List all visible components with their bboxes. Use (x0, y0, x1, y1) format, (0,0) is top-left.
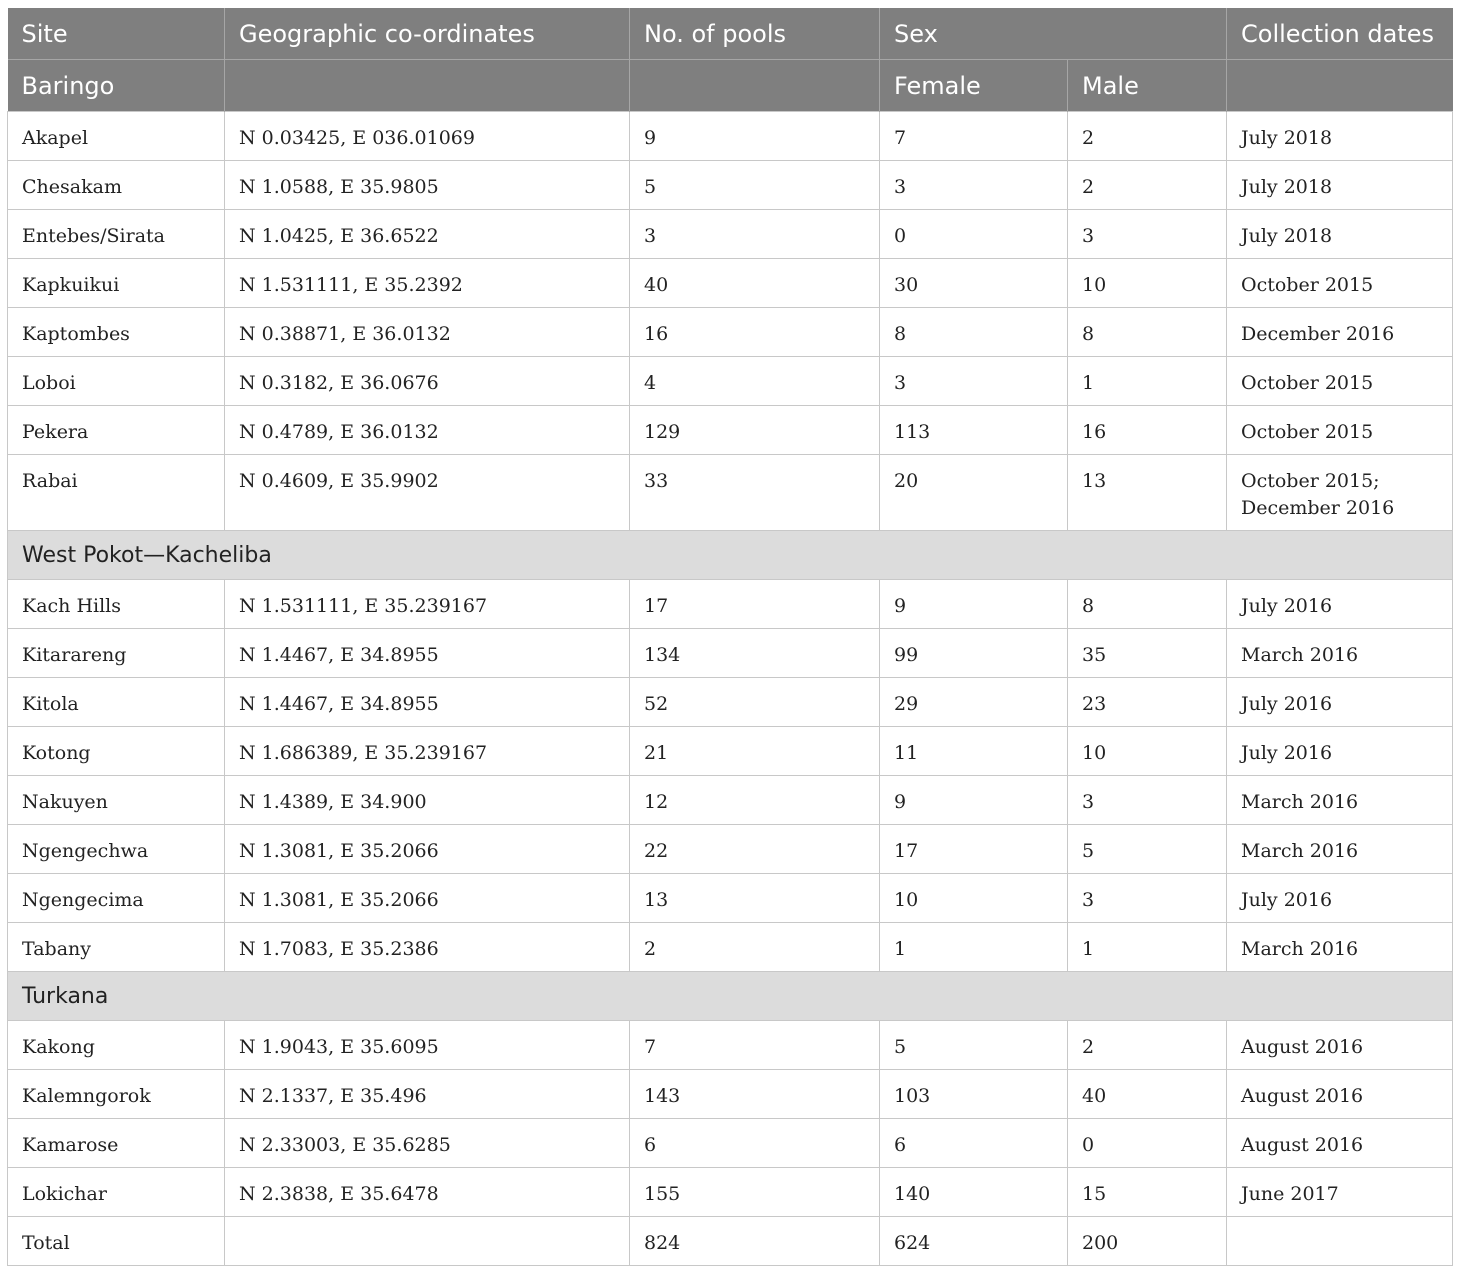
total-cell-site: Total (8, 1217, 225, 1266)
table-row (8, 210, 1453, 259)
cell-male: 35 (1068, 629, 1227, 678)
cell-male: 2 (1068, 161, 1227, 210)
cell-site: Akapel (8, 112, 225, 161)
cell-site: Kakong (8, 1021, 225, 1070)
cell-male: 8 (1068, 308, 1227, 357)
cell-dates: October 2015 (1227, 259, 1453, 308)
cell-site: Kitarareng (8, 629, 225, 678)
cell-pools: 143 (630, 1070, 880, 1119)
table-row (8, 259, 1453, 308)
total-cell-female: 624 (880, 1217, 1068, 1266)
group-row (8, 972, 1453, 1021)
header-empty (630, 60, 880, 112)
cell-coordinates: N 1.3081, E 35.2066 (225, 874, 630, 923)
total-cell-pools: 824 (630, 1217, 880, 1266)
cell-female: 20 (880, 455, 1068, 531)
cell-site: Ngengecima (8, 874, 225, 923)
cell-site: Kapkuikui (8, 259, 225, 308)
cell-dates: March 2016 (1227, 776, 1453, 825)
cell-pools: 3 (630, 210, 880, 259)
cell-female: 9 (880, 776, 1068, 825)
cell-coordinates: N 1.531111, E 35.2392 (225, 259, 630, 308)
total-cell-dates (1227, 1217, 1453, 1266)
cell-coordinates: N 1.4389, E 34.900 (225, 776, 630, 825)
cell-male: 8 (1068, 580, 1227, 629)
cell-site: Rabai (8, 455, 225, 531)
cell-pools: 134 (630, 629, 880, 678)
cell-pools: 40 (630, 259, 880, 308)
cell-coordinates: N 2.1337, E 35.496 (225, 1070, 630, 1119)
cell-dates: July 2016 (1227, 580, 1453, 629)
cell-female: 17 (880, 825, 1068, 874)
cell-dates: July 2016 (1227, 874, 1453, 923)
header-row-2 (8, 60, 1453, 112)
cell-female: 11 (880, 727, 1068, 776)
cell-coordinates: N 2.33003, E 35.6285 (225, 1119, 630, 1168)
cell-dates: August 2016 (1227, 1070, 1453, 1119)
cell-female: 3 (880, 357, 1068, 406)
cell-female: 8 (880, 308, 1068, 357)
cell-site: Kotong (8, 727, 225, 776)
cell-dates: July 2018 (1227, 210, 1453, 259)
cell-male: 23 (1068, 678, 1227, 727)
cell-pools: 21 (630, 727, 880, 776)
total-cell-coordinates (225, 1217, 630, 1266)
cell-male: 13 (1068, 455, 1227, 531)
cell-female: 6 (880, 1119, 1068, 1168)
cell-pools: 9 (630, 112, 880, 161)
cell-dates: July 2016 (1227, 678, 1453, 727)
table-row (8, 629, 1453, 678)
cell-male: 40 (1068, 1070, 1227, 1119)
cell-male: 3 (1068, 776, 1227, 825)
header-female: Female (880, 60, 1068, 112)
cell-pools: 22 (630, 825, 880, 874)
table-row (8, 1070, 1453, 1119)
cell-female: 140 (880, 1168, 1068, 1217)
table-row (8, 1168, 1453, 1217)
group-row (8, 531, 1453, 580)
cell-male: 3 (1068, 210, 1227, 259)
table-row (8, 727, 1453, 776)
cell-female: 10 (880, 874, 1068, 923)
table-row (8, 825, 1453, 874)
cell-male: 10 (1068, 727, 1227, 776)
table-row (8, 678, 1453, 727)
cell-pools: 4 (630, 357, 880, 406)
cell-male: 2 (1068, 1021, 1227, 1070)
cell-site: Nakuyen (8, 776, 225, 825)
header-group-baringo: Baringo (8, 60, 225, 112)
cell-coordinates: N 1.0588, E 35.9805 (225, 161, 630, 210)
cell-dates: December 2016 (1227, 308, 1453, 357)
cell-site: Kitola (8, 678, 225, 727)
header-sex: Sex (880, 8, 1227, 60)
cell-coordinates: N 0.4609, E 35.9902 (225, 455, 630, 531)
cell-coordinates: N 1.9043, E 35.6095 (225, 1021, 630, 1070)
cell-female: 1 (880, 923, 1068, 972)
table-row (8, 406, 1453, 455)
header-collection-dates: Collection dates (1227, 8, 1453, 60)
cell-female: 0 (880, 210, 1068, 259)
cell-site: Kamarose (8, 1119, 225, 1168)
total-row (8, 1217, 1453, 1266)
cell-coordinates: N 1.4467, E 34.8955 (225, 629, 630, 678)
cell-coordinates: N 1.0425, E 36.6522 (225, 210, 630, 259)
cell-pools: 5 (630, 161, 880, 210)
cell-female: 99 (880, 629, 1068, 678)
header-row-1 (8, 8, 1453, 60)
cell-female: 113 (880, 406, 1068, 455)
cell-site: Ngengechwa (8, 825, 225, 874)
cell-female: 29 (880, 678, 1068, 727)
table-row (8, 161, 1453, 210)
cell-site: Tabany (8, 923, 225, 972)
cell-coordinates: N 0.3182, E 36.0676 (225, 357, 630, 406)
cell-dates: March 2016 (1227, 825, 1453, 874)
cell-dates: October 2015; December 2016 (1227, 455, 1453, 531)
cell-male: 15 (1068, 1168, 1227, 1217)
table-body (8, 112, 1453, 1266)
cell-pools: 52 (630, 678, 880, 727)
cell-male: 1 (1068, 923, 1227, 972)
header-empty (1227, 60, 1453, 112)
cell-female: 3 (880, 161, 1068, 210)
cell-male: 1 (1068, 357, 1227, 406)
cell-pools: 33 (630, 455, 880, 531)
table-row (8, 923, 1453, 972)
cell-coordinates: N 0.4789, E 36.0132 (225, 406, 630, 455)
cell-coordinates: N 1.4467, E 34.8955 (225, 678, 630, 727)
mosquito-pools-table (7, 8, 1453, 1266)
cell-pools: 7 (630, 1021, 880, 1070)
table-row (8, 455, 1453, 531)
group-label-turkana: Turkana (8, 972, 1453, 1021)
table-row (8, 1119, 1453, 1168)
table-row (8, 1021, 1453, 1070)
cell-site: Kach Hills (8, 580, 225, 629)
table-row (8, 776, 1453, 825)
cell-site: Pekera (8, 406, 225, 455)
cell-site: Kaptombes (8, 308, 225, 357)
cell-site: Kalemngorok (8, 1070, 225, 1119)
cell-male: 16 (1068, 406, 1227, 455)
cell-dates: October 2015 (1227, 406, 1453, 455)
cell-dates: March 2016 (1227, 923, 1453, 972)
table-row (8, 357, 1453, 406)
cell-male: 5 (1068, 825, 1227, 874)
cell-male: 2 (1068, 112, 1227, 161)
cell-coordinates: N 2.3838, E 35.6478 (225, 1168, 630, 1217)
cell-pools: 6 (630, 1119, 880, 1168)
cell-pools: 155 (630, 1168, 880, 1217)
cell-dates: July 2016 (1227, 727, 1453, 776)
cell-dates: July 2018 (1227, 112, 1453, 161)
table-row (8, 112, 1453, 161)
cell-coordinates: N 0.03425, E 036.01069 (225, 112, 630, 161)
table-row (8, 580, 1453, 629)
cell-pools: 13 (630, 874, 880, 923)
header-male: Male (1068, 60, 1227, 112)
cell-female: 7 (880, 112, 1068, 161)
cell-female: 5 (880, 1021, 1068, 1070)
cell-pools: 12 (630, 776, 880, 825)
cell-male: 3 (1068, 874, 1227, 923)
cell-female: 9 (880, 580, 1068, 629)
cell-dates: August 2016 (1227, 1021, 1453, 1070)
cell-female: 103 (880, 1070, 1068, 1119)
cell-pools: 129 (630, 406, 880, 455)
cell-male: 10 (1068, 259, 1227, 308)
cell-dates: June 2017 (1227, 1168, 1453, 1217)
table-header (8, 8, 1453, 112)
cell-dates: August 2016 (1227, 1119, 1453, 1168)
table-row (8, 874, 1453, 923)
cell-pools: 16 (630, 308, 880, 357)
cell-female: 30 (880, 259, 1068, 308)
cell-dates: March 2016 (1227, 629, 1453, 678)
cell-pools: 2 (630, 923, 880, 972)
cell-dates: July 2018 (1227, 161, 1453, 210)
header-site: Site (8, 8, 225, 60)
cell-dates: October 2015 (1227, 357, 1453, 406)
cell-coordinates: N 1.531111, E 35.239167 (225, 580, 630, 629)
cell-coordinates: N 1.7083, E 35.2386 (225, 923, 630, 972)
cell-site: Loboi (8, 357, 225, 406)
cell-site: Chesakam (8, 161, 225, 210)
table-row (8, 308, 1453, 357)
cell-site: Lokichar (8, 1168, 225, 1217)
header-empty (225, 60, 630, 112)
cell-coordinates: N 0.38871, E 36.0132 (225, 308, 630, 357)
total-cell-male: 200 (1068, 1217, 1227, 1266)
cell-pools: 17 (630, 580, 880, 629)
cell-site: Entebes/Sirata (8, 210, 225, 259)
cell-coordinates: N 1.3081, E 35.2066 (225, 825, 630, 874)
cell-coordinates: N 1.686389, E 35.239167 (225, 727, 630, 776)
cell-male: 0 (1068, 1119, 1227, 1168)
header-pools: No. of pools (630, 8, 880, 60)
header-coordinates: Geographic co-ordinates (225, 8, 630, 60)
group-label-west-pokot: West Pokot—Kacheliba (8, 531, 1453, 580)
